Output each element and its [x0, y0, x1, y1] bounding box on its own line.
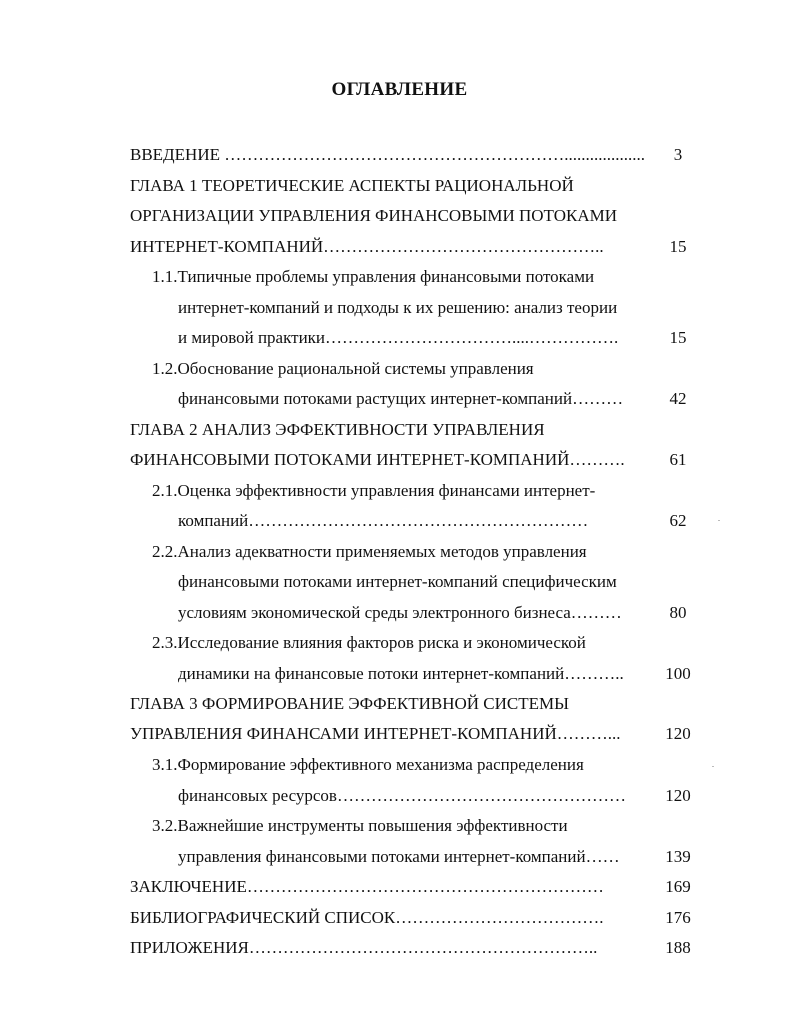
toc-entry-section-2-3: динамики на финансовые потоки интернет-компаний………..	[178, 664, 624, 683]
toc-entry-section-3-2: управления финансовыми потоками интернет-компаний……	[178, 847, 620, 866]
toc-page-number: 169	[665, 877, 691, 896]
scan-speck	[712, 766, 714, 767]
toc-page-number: 61	[669, 450, 687, 469]
toc-entry-chapter-2: ГЛАВА 2 АНАЛИЗ ЭФФЕКТИВНОСТИ УПРАВЛЕНИЯ	[130, 420, 545, 439]
toc-entry-chapter-1: ИНТЕРНЕТ-КОМПАНИЙ…………………………………………..	[130, 237, 604, 256]
toc-page-number: 62	[669, 511, 687, 530]
toc-entry-chapter-1: ОРГАНИЗАЦИИ УПРАВЛЕНИЯ ФИНАНСОВЫМИ ПОТОКАМИ	[130, 206, 617, 225]
toc-entry-section-2-2: финансовыми потоками интернет-компаний специфическим	[178, 572, 617, 591]
toc-entry-conclusion: ЗАКЛЮЧЕНИЕ………………………………………………………	[130, 877, 604, 896]
toc-entry-section-2-2: условиям экономической среды электронного бизнеса………	[178, 603, 622, 622]
toc-entry-section-1-1: интернет-компаний и подходы к их решению: анализ теории	[178, 298, 618, 317]
toc-entry-chapter-3: УПРАВЛЕНИЯ ФИНАНСАМИ ИНТЕРНЕТ-КОМПАНИЙ………...	[130, 724, 621, 743]
toc-entry-section-1-2: финансовыми потоками растущих интернет-компаний………	[178, 389, 624, 408]
toc-entry-section-2-3: 2.3.Исследование влияния факторов риска и экономической	[152, 633, 586, 652]
toc-page-number: 15	[669, 328, 687, 347]
toc-page-number: 42	[669, 389, 687, 408]
toc-page-number: 120	[665, 724, 691, 743]
toc-entry-appendices: ПРИЛОЖЕНИЯ……………………………………………………..	[130, 938, 598, 957]
toc-page-number: 188	[665, 938, 691, 957]
toc-entry-bibliography: БИБЛИОГРАФИЧЕСКИЙ СПИСОК……………………………….	[130, 908, 604, 927]
toc-page-number: 139	[665, 847, 691, 866]
toc-entry-section-3-1: финансовых ресурсов……………………………………………	[178, 786, 626, 805]
page-title: ОГЛАВЛЕНИЕ	[331, 79, 468, 100]
toc-entry-chapter-2: ФИНАНСОВЫМИ ПОТОКАМИ ИНТЕРНЕТ-КОМПАНИЙ……….	[130, 450, 625, 469]
toc-entry-section-3-2: 3.2.Важнейшие инструменты повышения эффективности	[152, 816, 568, 835]
toc-entry-section-1-1: 1.1.Типичные проблемы управления финансовыми потоками	[152, 267, 595, 286]
toc-entry-section-1-2: 1.2.Обоснование рациональной системы управления	[152, 359, 534, 378]
scan-speck	[718, 520, 720, 521]
toc-entry-section-2-2: 2.2.Анализ адекватности применяемых методов управления	[152, 542, 587, 561]
toc-page-number: 100	[665, 664, 691, 683]
toc-entry-introduction: ВВЕДЕНИЕ ……………………………………………………...................	[130, 145, 645, 164]
toc-page-number: 80	[669, 603, 687, 622]
toc-page-number: 15	[669, 237, 687, 256]
toc-page-number: 3	[673, 145, 683, 164]
toc-entry-chapter-3: ГЛАВА 3 ФОРМИРОВАНИЕ ЭФФЕКТИВНОЙ СИСТЕМЫ	[130, 694, 569, 713]
toc-page-number: 120	[665, 786, 691, 805]
toc-entry-section-3-1: 3.1.Формирование эффективного механизма распределения	[152, 755, 584, 774]
toc-entry-section-2-1: компаний……………………………………………………	[178, 511, 589, 530]
toc-page-number: 176	[665, 908, 691, 927]
toc-entry-section-2-1: 2.1.Оценка эффективности управления финансами интернет-	[152, 481, 596, 500]
toc-entry-chapter-1: ГЛАВА 1 ТЕОРЕТИЧЕСКИЕ АСПЕКТЫ РАЦИОНАЛЬНОЙ	[130, 176, 574, 195]
toc-entry-section-1-1: и мировой практики……………………………....…………….	[178, 328, 619, 347]
